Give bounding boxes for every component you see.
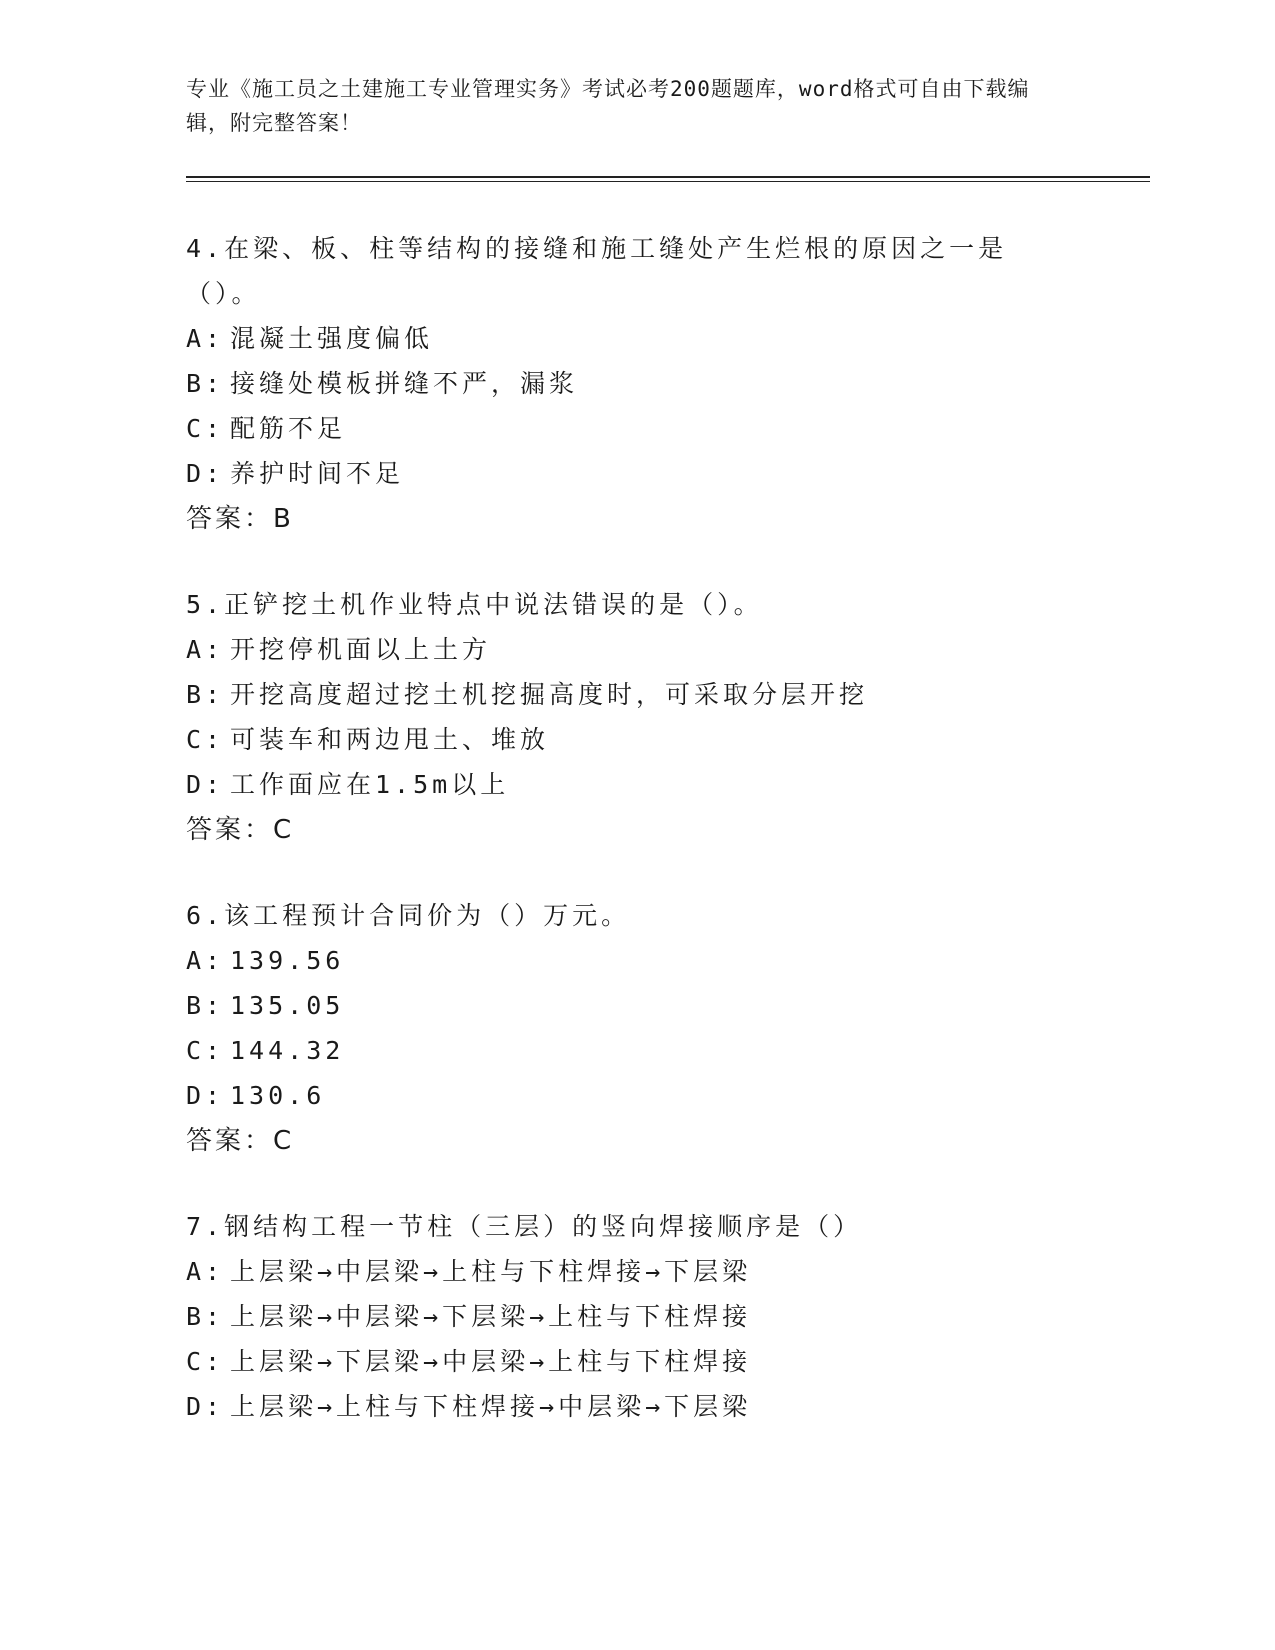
option-a — [186, 1249, 1146, 1294]
option-text: 130.6 — [230, 1081, 326, 1110]
option-key: A: — [186, 946, 225, 975]
option-key: B: — [186, 1302, 225, 1331]
option-key: D: — [186, 770, 225, 799]
answer-label: 答案：C — [186, 1126, 295, 1156]
option-c — [186, 1028, 1146, 1073]
option-text: 上层梁→中层梁→下层梁→上柱与下柱焊接 — [230, 1302, 752, 1331]
option-key: A: — [186, 324, 225, 353]
option-c — [186, 1339, 1146, 1384]
option-text: 配筋不足 — [230, 414, 347, 443]
option-key: C: — [186, 1036, 225, 1065]
option-key: B: — [186, 369, 225, 398]
question-list — [186, 226, 1146, 1429]
document-page — [186, 72, 1146, 1469]
answer-label: 答案：B — [186, 504, 294, 534]
option-text: 工作面应在1.5m以上 — [230, 770, 510, 799]
option-text: 上层梁→下层梁→中层梁→上柱与下柱焊接 — [230, 1347, 752, 1376]
option-key: A: — [186, 635, 225, 664]
option-d — [186, 762, 1146, 807]
option-key: B: — [186, 991, 225, 1020]
option-text: 可装车和两边甩土、堆放 — [230, 725, 550, 754]
option-text: 139.56 — [230, 946, 345, 975]
option-text: 上层梁→上柱与下柱焊接→中层梁→下层梁 — [230, 1392, 752, 1421]
option-key: B: — [186, 680, 225, 709]
option-d — [186, 1384, 1146, 1429]
option-b — [186, 983, 1146, 1028]
option-b — [186, 361, 1146, 406]
option-text: 混凝土强度偏低 — [230, 324, 434, 353]
question-stem: 4.在梁、板、柱等结构的接缝和施工缝处产生烂根的原因之一是（）。 — [186, 234, 1008, 308]
option-b — [186, 1294, 1146, 1339]
question-7 — [186, 1204, 1146, 1429]
header-divider — [186, 176, 1150, 182]
option-d — [186, 451, 1146, 496]
question-6 — [186, 893, 1146, 1164]
option-text: 开挖高度超过挖土机挖掘高度时，可采取分层开挖 — [230, 680, 869, 709]
question-stem: 5.正铲挖土机作业特点中说法错误的是（）。 — [186, 590, 763, 619]
option-key: C: — [186, 1347, 225, 1376]
option-text: 养护时间不足 — [230, 459, 405, 488]
option-key: D: — [186, 1392, 225, 1421]
option-key: D: — [186, 1081, 225, 1110]
option-key: C: — [186, 414, 225, 443]
option-key: C: — [186, 725, 225, 754]
option-text: 开挖停机面以上土方 — [230, 635, 492, 664]
option-c — [186, 406, 1146, 451]
option-b — [186, 672, 1146, 717]
option-a — [186, 316, 1146, 361]
option-text: 上层梁→中层梁→上柱与下柱焊接→下层梁 — [230, 1257, 752, 1286]
question-stem: 6.该工程预计合同价为（）万元。 — [186, 901, 631, 930]
document-title: 专业《施工员之土建施工专业管理实务》考试必考200题题库，word格式可自由下载编辑，附完整答案！ — [186, 77, 1030, 135]
answer-label: 答案：C — [186, 815, 295, 845]
question-5 — [186, 582, 1146, 853]
option-d — [186, 1073, 1146, 1118]
option-text: 144.32 — [230, 1036, 345, 1065]
option-key: A: — [186, 1257, 225, 1286]
option-text: 135.05 — [230, 991, 345, 1020]
option-key: D: — [186, 459, 225, 488]
question-4 — [186, 226, 1146, 542]
option-a — [186, 938, 1146, 983]
question-stem: 7.钢结构工程一节柱（三层）的竖向焊接顺序是（） — [186, 1212, 863, 1241]
option-a — [186, 627, 1146, 672]
option-c — [186, 717, 1146, 762]
option-text: 接缝处模板拼缝不严，漏浆 — [230, 369, 579, 398]
